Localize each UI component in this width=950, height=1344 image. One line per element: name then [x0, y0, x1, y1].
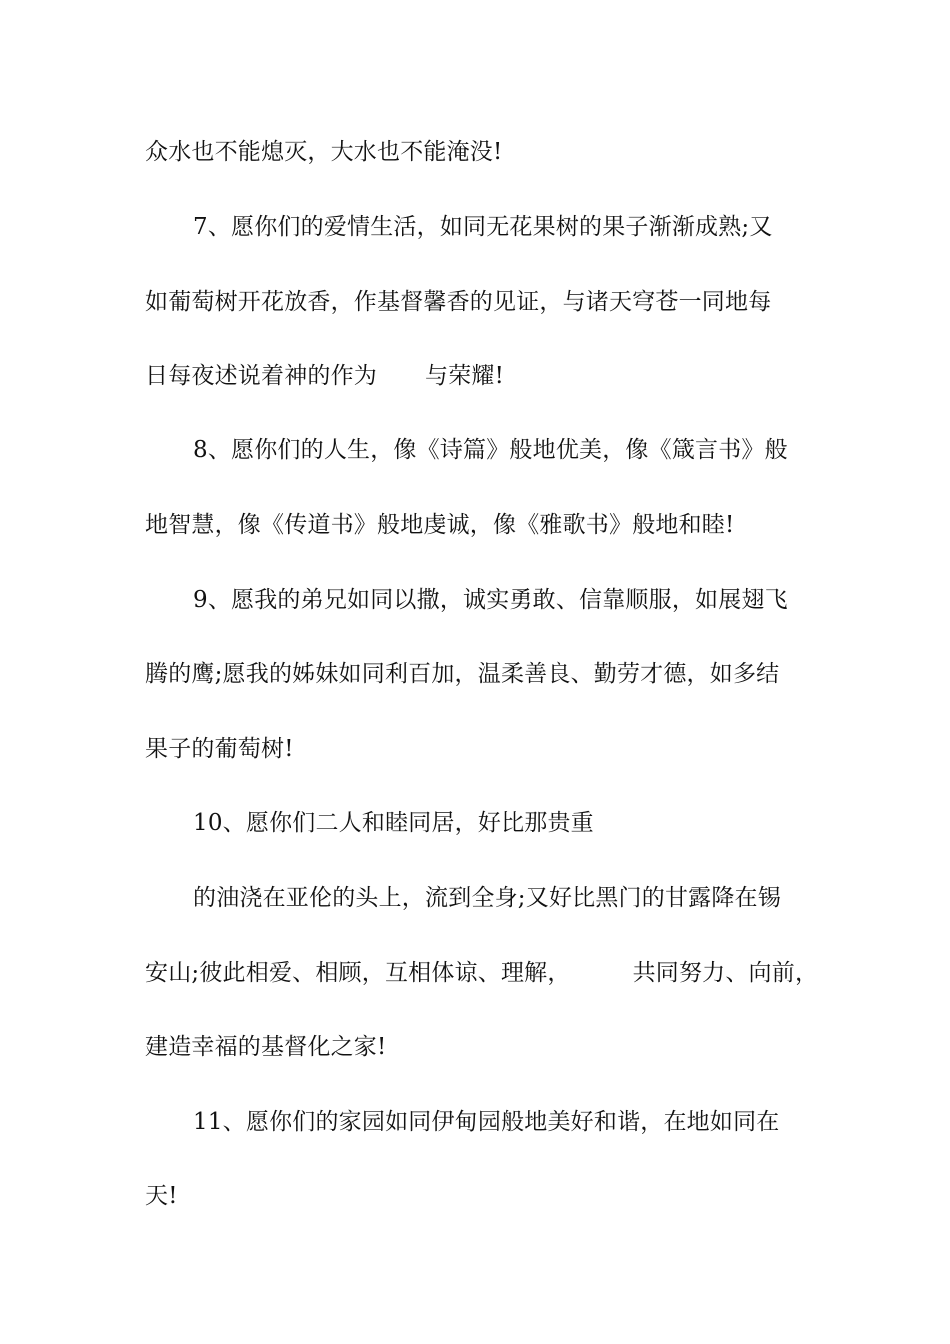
- paragraph-11-line-1: [193, 1102, 883, 1142]
- line-text: 众水也不能熄灭，大水也不能淹没!: [145, 139, 503, 165]
- line-text: 共同努力、向前，: [632, 960, 819, 986]
- paragraph-7-line-2: [145, 282, 835, 322]
- text-line: [145, 132, 835, 172]
- line-text: 日每夜述说着神的作为: [145, 363, 377, 389]
- line-text: 果子的葡萄树!: [145, 736, 294, 762]
- line-text: 7、愿你们的爱情生活，如同无花果树的果子渐渐成熟;又: [193, 214, 773, 240]
- paragraph-7-line-3: [145, 356, 835, 396]
- paragraph-9-line-1: [193, 580, 883, 620]
- paragraph-10-line-4: [145, 1027, 835, 1067]
- line-text: 地智慧，像《传道书》般地虔诚，像《雅歌书》般地和睦!: [145, 512, 735, 538]
- line-text: 建造幸福的基督化之家!: [145, 1034, 387, 1060]
- line-text: 如葡萄树开花放香，作基督馨香的见证，与诸天穹苍一同地每: [145, 289, 772, 315]
- line-text: 安山;彼此相爱、相顾，互相体谅、理解，: [145, 960, 571, 986]
- paragraph-8-line-1: [193, 430, 883, 470]
- paragraph-11-line-2: [145, 1176, 835, 1216]
- paragraph-9-line-3: [145, 729, 835, 769]
- line-text: 9、愿我的弟兄如同以撒，诚实勇敢、信靠顺服，如展翅飞: [193, 587, 788, 613]
- line-text: 天!: [145, 1183, 178, 1209]
- paragraph-7-line-1: [193, 207, 883, 247]
- line-text: 11、愿你们的家园如同伊甸园般地美好和谐，在地如同在: [193, 1109, 780, 1135]
- line-text: 10、愿你们二人和睦同居，好比那贵重: [193, 810, 594, 836]
- paragraph-10-line-1: [193, 803, 883, 843]
- line-text: 与荣耀!: [425, 363, 505, 389]
- line-text: 的油浇在亚伦的头上，流到全身;又好比黑门的甘露降在锡: [193, 885, 781, 911]
- paragraph-8-line-2: [145, 505, 835, 545]
- line-text: 腾的鹰;愿我的姊妹如同利百加，温柔善良、勤劳才德，如多结: [145, 661, 780, 687]
- paragraph-9-line-2: [145, 654, 835, 694]
- paragraph-10-line-2: [193, 878, 883, 918]
- paragraph-10-line-3: [145, 953, 835, 993]
- line-text: 8、愿你们的人生，像《诗篇》般地优美，像《箴言书》般: [193, 437, 788, 463]
